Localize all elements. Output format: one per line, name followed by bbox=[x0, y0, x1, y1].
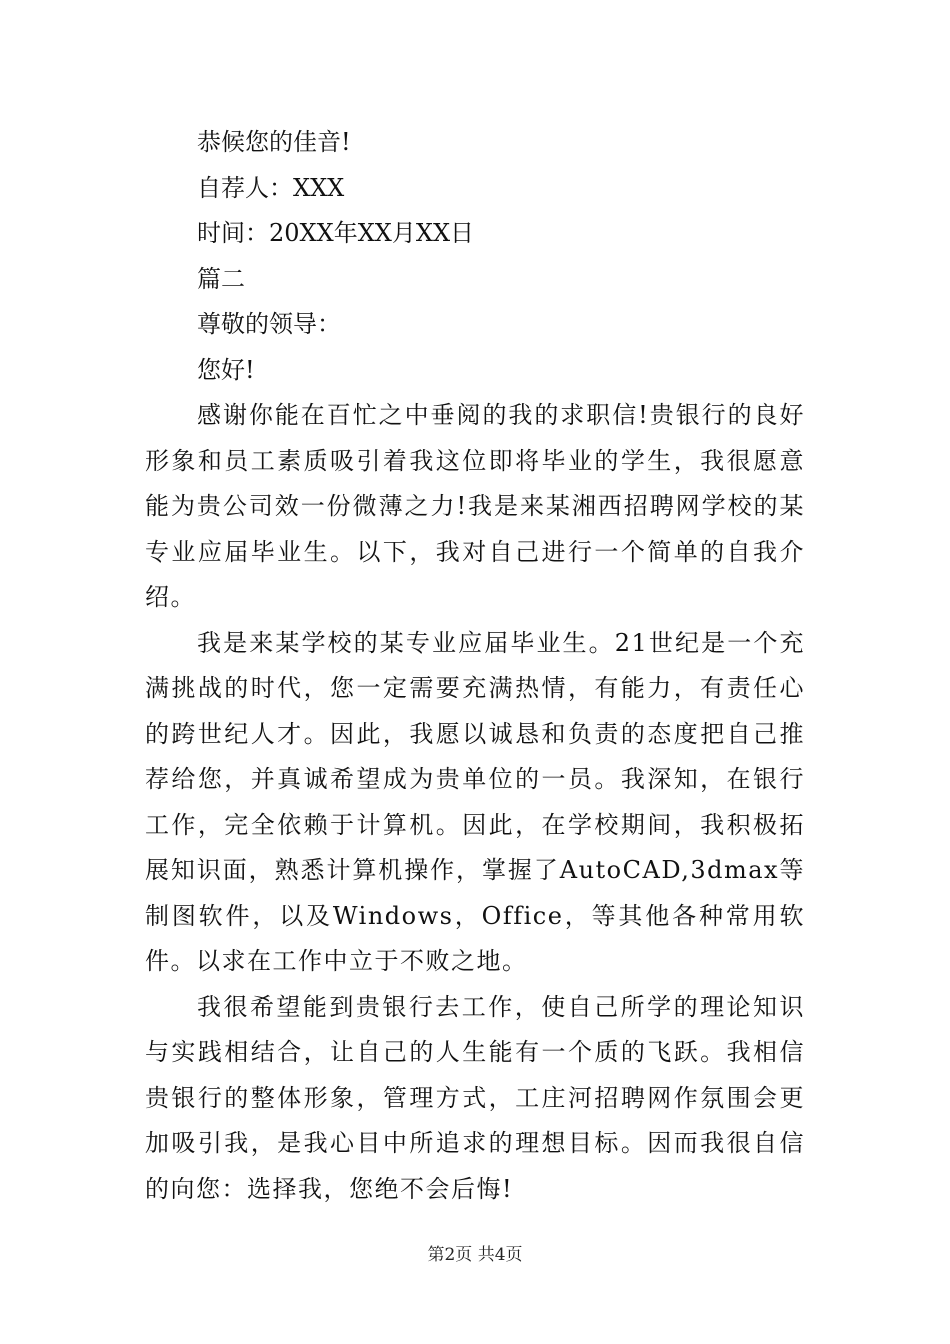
letter-date: 时间：20XX年XX月XX日 bbox=[197, 219, 475, 247]
paragraph-skills: 我是来某学校的某专业应届毕业生。21世纪是一个充满挑战的时代，您一定需要充满热情，有能力，有责任心的跨世纪人才。因此，我愿以诚恳和负责的态度把自己推荐给您，并真诚希望成为贵单位的一员。我深知，在银行工作，完全依赖于计算机。因此，在学校期间，我积极拓展知识面，熟悉计算机操作，掌握了AutoCAD,3dmax等制图软件，以及Windows，Office，等其他各种常用软件。以求在工作中立于不败之地。 bbox=[145, 628, 805, 975]
greeting: 您好! bbox=[197, 355, 255, 384]
document-body bbox=[145, 120, 805, 1212]
closing-greeting: 恭候您的佳音! bbox=[197, 128, 351, 156]
paragraph-intro: 感谢你能在百忙之中垂阅的我的求职信!贵银行的良好形象和员工素质吸引着我这位即将毕业的学生，我很愿意能为贵公司效一份微薄之力!我是来某湘西招聘网学校的某专业应届毕业生。以下，我对自己进行一个简单的自我介绍。 bbox=[145, 401, 805, 611]
section-heading: 篇二 bbox=[197, 264, 245, 293]
salutation: 尊敬的领导： bbox=[197, 310, 341, 338]
sender-name: 自荐人：XXX bbox=[197, 173, 345, 202]
page-number: 第2页 共4页 bbox=[427, 1245, 523, 1265]
paragraph-goal: 我很希望能到贵银行去工作，使自己所学的理论知识与实践相结合，让自己的人生能有一个质的飞跃。我相信贵银行的整体形象，管理方式，工庄河招聘网作氛围会更加吸引我，是我心目中所追求的理想目标。因而我很自信的向您：选择我，您绝不会后悔! bbox=[145, 992, 805, 1203]
